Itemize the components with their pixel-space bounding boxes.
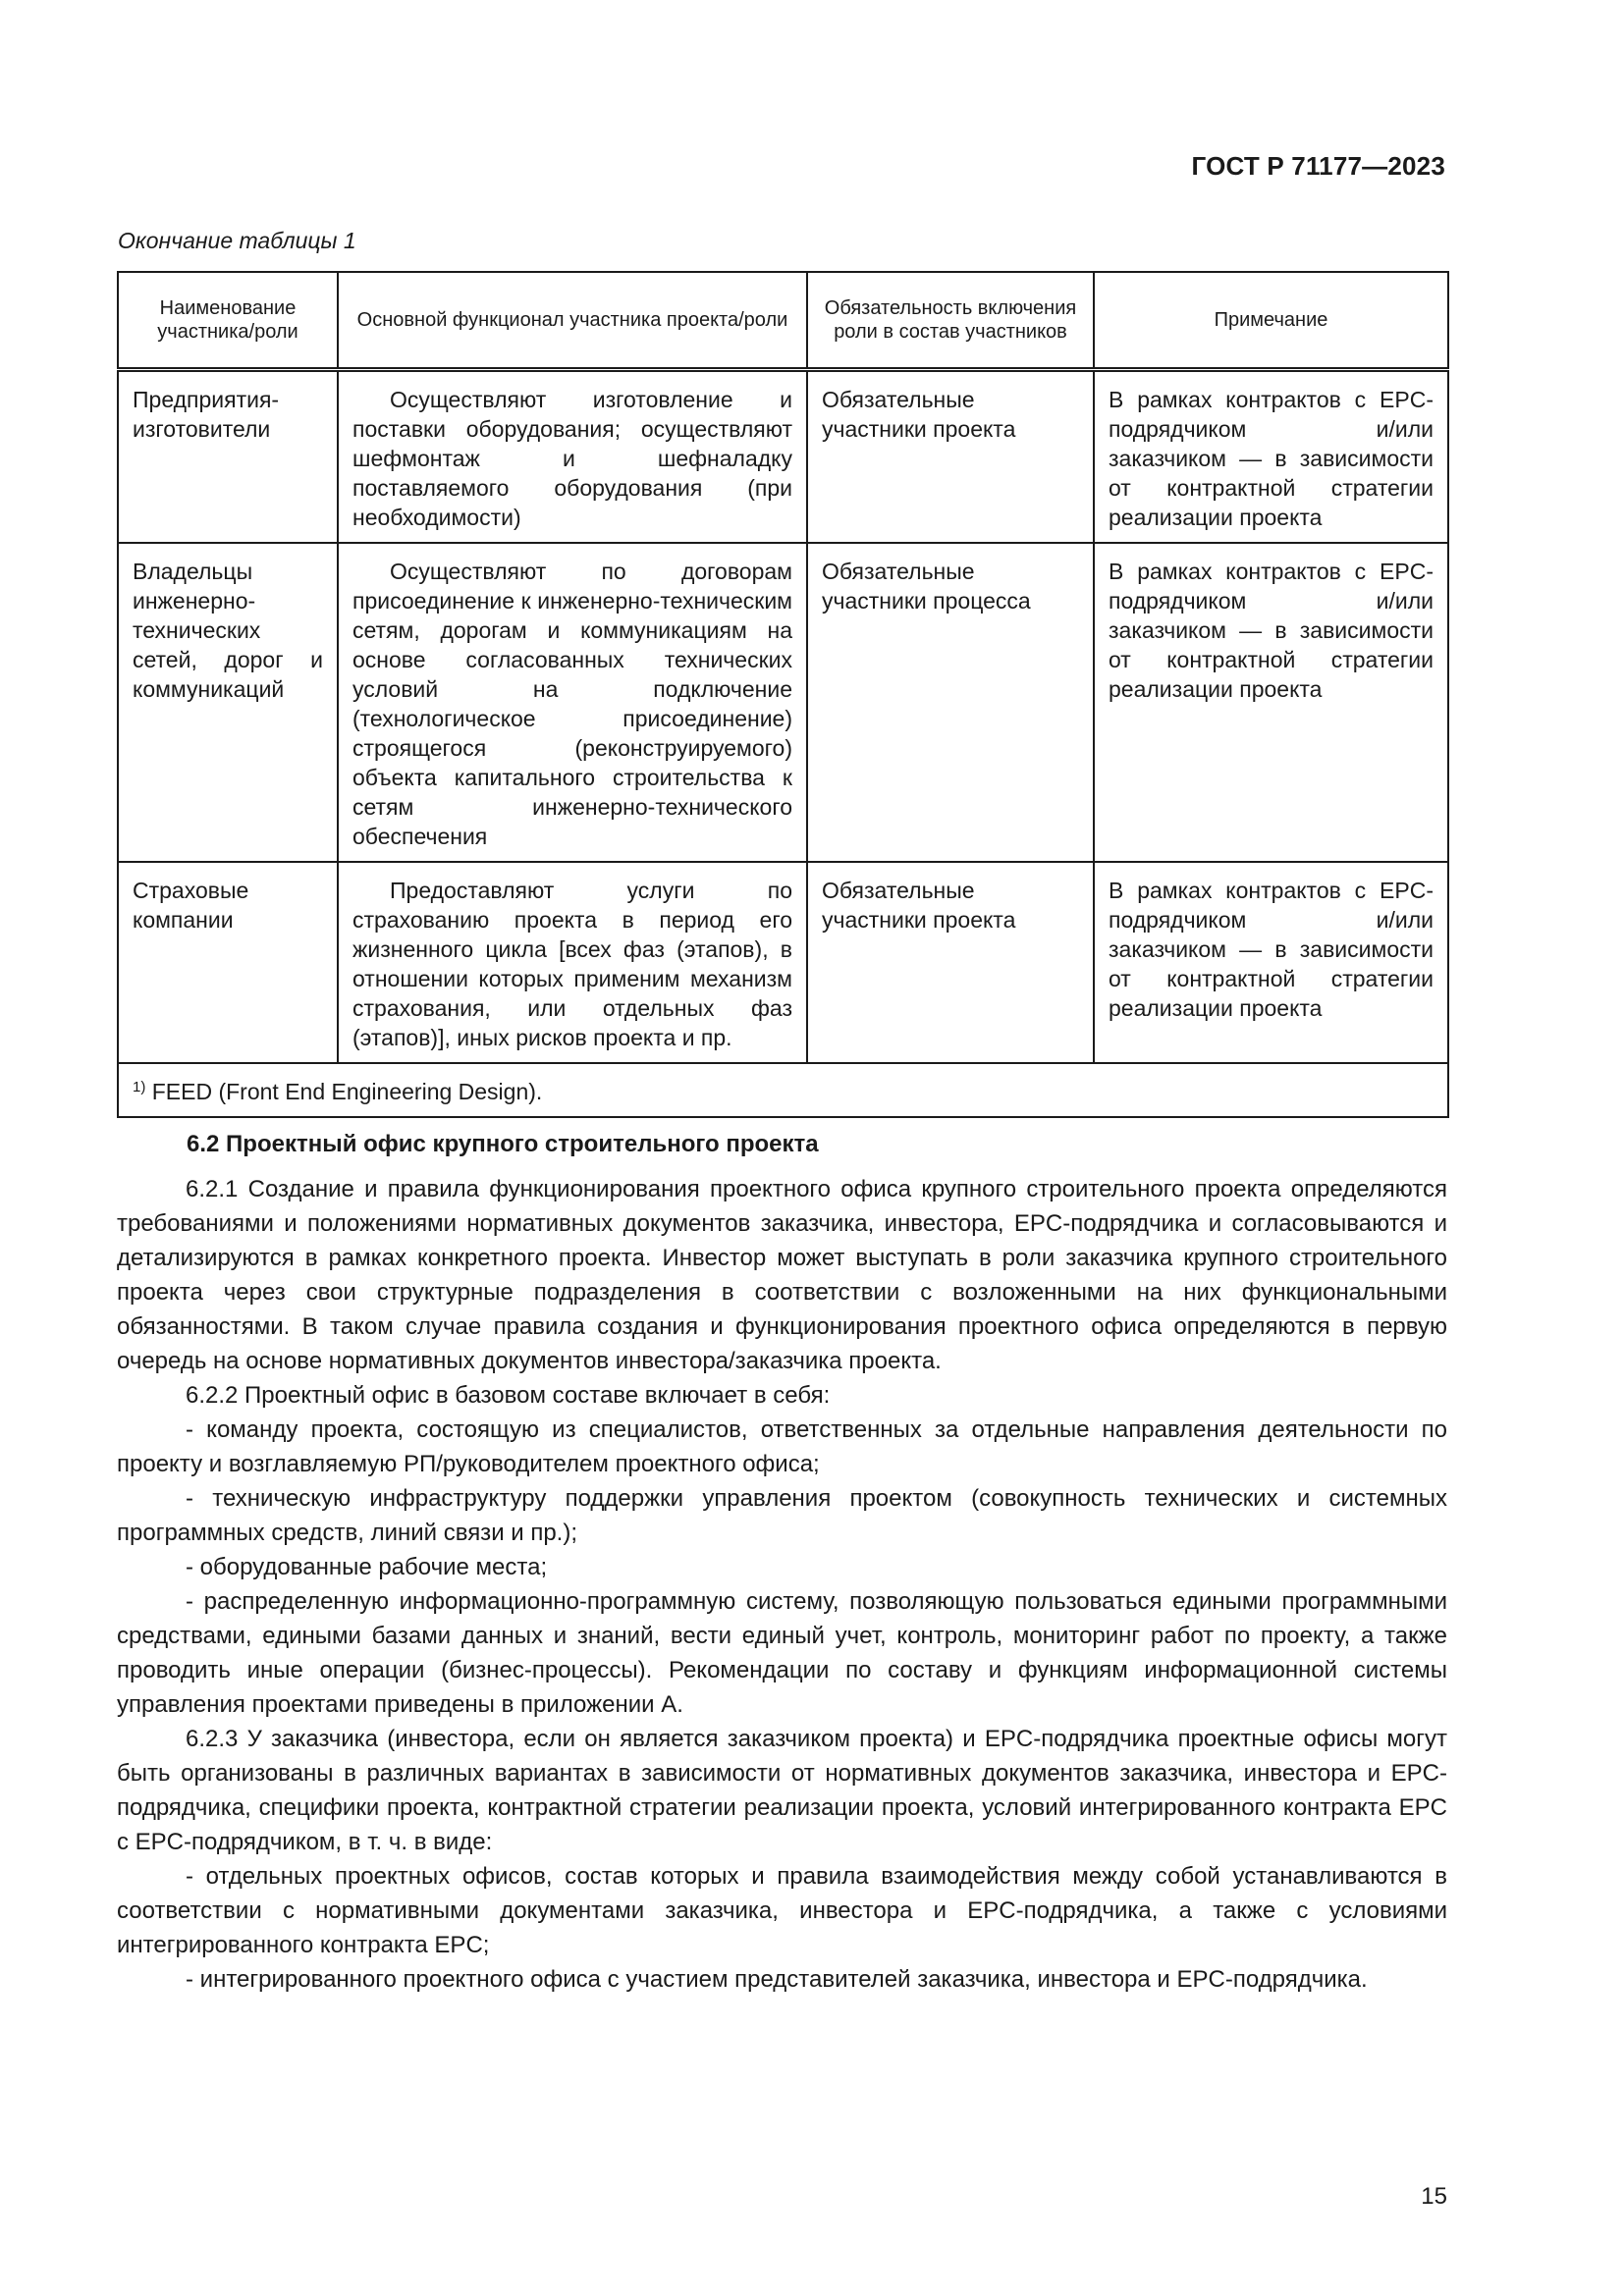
cell-function: Осуществляют изготовление и поставки оборудования; осуществляют шефмонтаж и шефналадку поставляемого оборудования (при необходимости): [338, 370, 807, 544]
list-item: - оборудованные рабочие места;: [186, 1554, 548, 1580]
paragraph: 6.2.2 Проектный офис в базовом составе включает в себя:: [186, 1382, 831, 1409]
cell-note: В рамках контрактов с EPC-подрядчиком и/или заказчиком — в зависимости от контрактной стратегии реализации проекта: [1094, 370, 1448, 544]
section-title: 6.2 Проектный офис крупного строительного проекта: [187, 1131, 819, 1157]
cell-note: В рамках контрактов с EPC-подрядчиком и/или заказчиком — в зависимости от контрактной стратегии реализации проекта: [1094, 862, 1448, 1063]
column-header-name: Наименование участника/роли: [118, 272, 338, 370]
table-row: [118, 862, 1448, 1063]
list-item: - отдельных проектных офисов, состав которых и правила взаимодействия между собой устанавливаются в соответствии с нормативными документами заказчика, инвестора и EPC-подрядчика, а также с условиями интегрированного контракта EPC;: [117, 1863, 1447, 1958]
paragraph: 6.2.1 Создание и правила функционирования проектного офиса крупного строительного проекта определяются требованиями и положениями нормативных документов заказчика, инвестора, EPC-подрядчика и согласовываются и детализируются в рамках конкретного проекта. Инвестор может выступать в роли заказчика крупного строительного проекта через свои структурные подразделения в соответствии с возложенными на них функциональными обязанностями. В таком случае правила создания и функционирования проектного офиса определяются в первую очередь на основе нормативных документов инвестора/заказчика проекта.: [117, 1176, 1447, 1374]
cell-function: Предоставляют услуги по страхованию проекта в период его жизненного цикла [всех фаз (этапов), в отношении которых применим механизм страхования, или отдельных фаз (этапов)], иных рисков проекта и пр.: [338, 862, 807, 1063]
list-item: - команду проекта, состоящую из специалистов, ответственных за отдельные направления деятельности по проекту и возглавляемую РП/руководителем проектного офиса;: [117, 1416, 1447, 1477]
cell-mandatory: Обязательные участники процесса: [807, 543, 1094, 862]
paragraph: 6.2.3 У заказчика (инвестора, если он является заказчиком проекта) и EPC-подрядчика проектные офисы могут быть организованы в различных вариантах в зависимости от нормативных документов заказчика, инвестора и EPC-подрядчика, специфики проекта, контрактной стратегии реализации проекта, условий интегрированного контракта EPC с EPC-подрядчиком, в т. ч. в виде:: [117, 1726, 1447, 1855]
cell-name: Владельцы инженерно-технических сетей, дорог и коммуникаций: [118, 543, 338, 862]
footnote-text: FEED (Front End Engineering Design).: [151, 1079, 543, 1104]
table-row: [118, 543, 1448, 862]
footnote-mark: 1): [133, 1079, 146, 1095]
column-header-note: Примечание: [1094, 272, 1448, 370]
cell-mandatory: Обязательные участники проекта: [807, 862, 1094, 1063]
page-number: 15: [1421, 2183, 1447, 2210]
cell-mandatory: Обязательные участники проекта: [807, 370, 1094, 544]
column-header-function: Основной функционал участника проекта/роли: [338, 272, 807, 370]
table-footnote: [118, 1063, 1448, 1117]
cell-note: В рамках контрактов с EPC-подрядчиком и/или заказчиком — в зависимости от контрактной стратегии реализации проекта: [1094, 543, 1448, 862]
cell-name: Предприятия-изготовители: [118, 370, 338, 544]
section-body: [117, 1172, 1447, 1997]
participants-table: [117, 271, 1449, 1118]
table-row: [118, 370, 1448, 544]
standard-code: ГОСТ Р 71177—2023: [1191, 151, 1445, 181]
list-item: - интегрированного проектного офиса с участием представителей заказчика, инвестора и EPC-подрядчика.: [186, 1966, 1368, 1993]
table-footnote-row: [118, 1063, 1448, 1117]
table-header-row: [118, 272, 1448, 370]
cell-name: Страховые компании: [118, 862, 338, 1063]
list-item: - распределенную информационно-программную систему, позволяющую пользоваться едиными программными средствами, едиными базами данных и знаний, вести единый учет, контроль, мониторинг работ по проекту, а также проводить иные операции (бизнес-процессы). Рекомендации по составу и функциям информационной системы управления проектами приведены в приложении А.: [117, 1588, 1447, 1718]
table-caption: Окончание таблицы 1: [118, 228, 356, 253]
list-item: - техническую инфраструктуру поддержки управления проектом (совокупность технических и системных программных средств, линий связи и пр.);: [117, 1485, 1447, 1546]
column-header-mandatory: Обязательность включения роли в состав участников: [807, 272, 1094, 370]
cell-function: Осуществляют по договорам присоединение к инженерно-техническим сетям, дорогам и коммуникациям на основе согласованных технических условий на подключение (технологическое присоединение) строящегося (реконструируемого) объекта капитального строительства к сетям инженерно-технического обеспечения: [338, 543, 807, 862]
